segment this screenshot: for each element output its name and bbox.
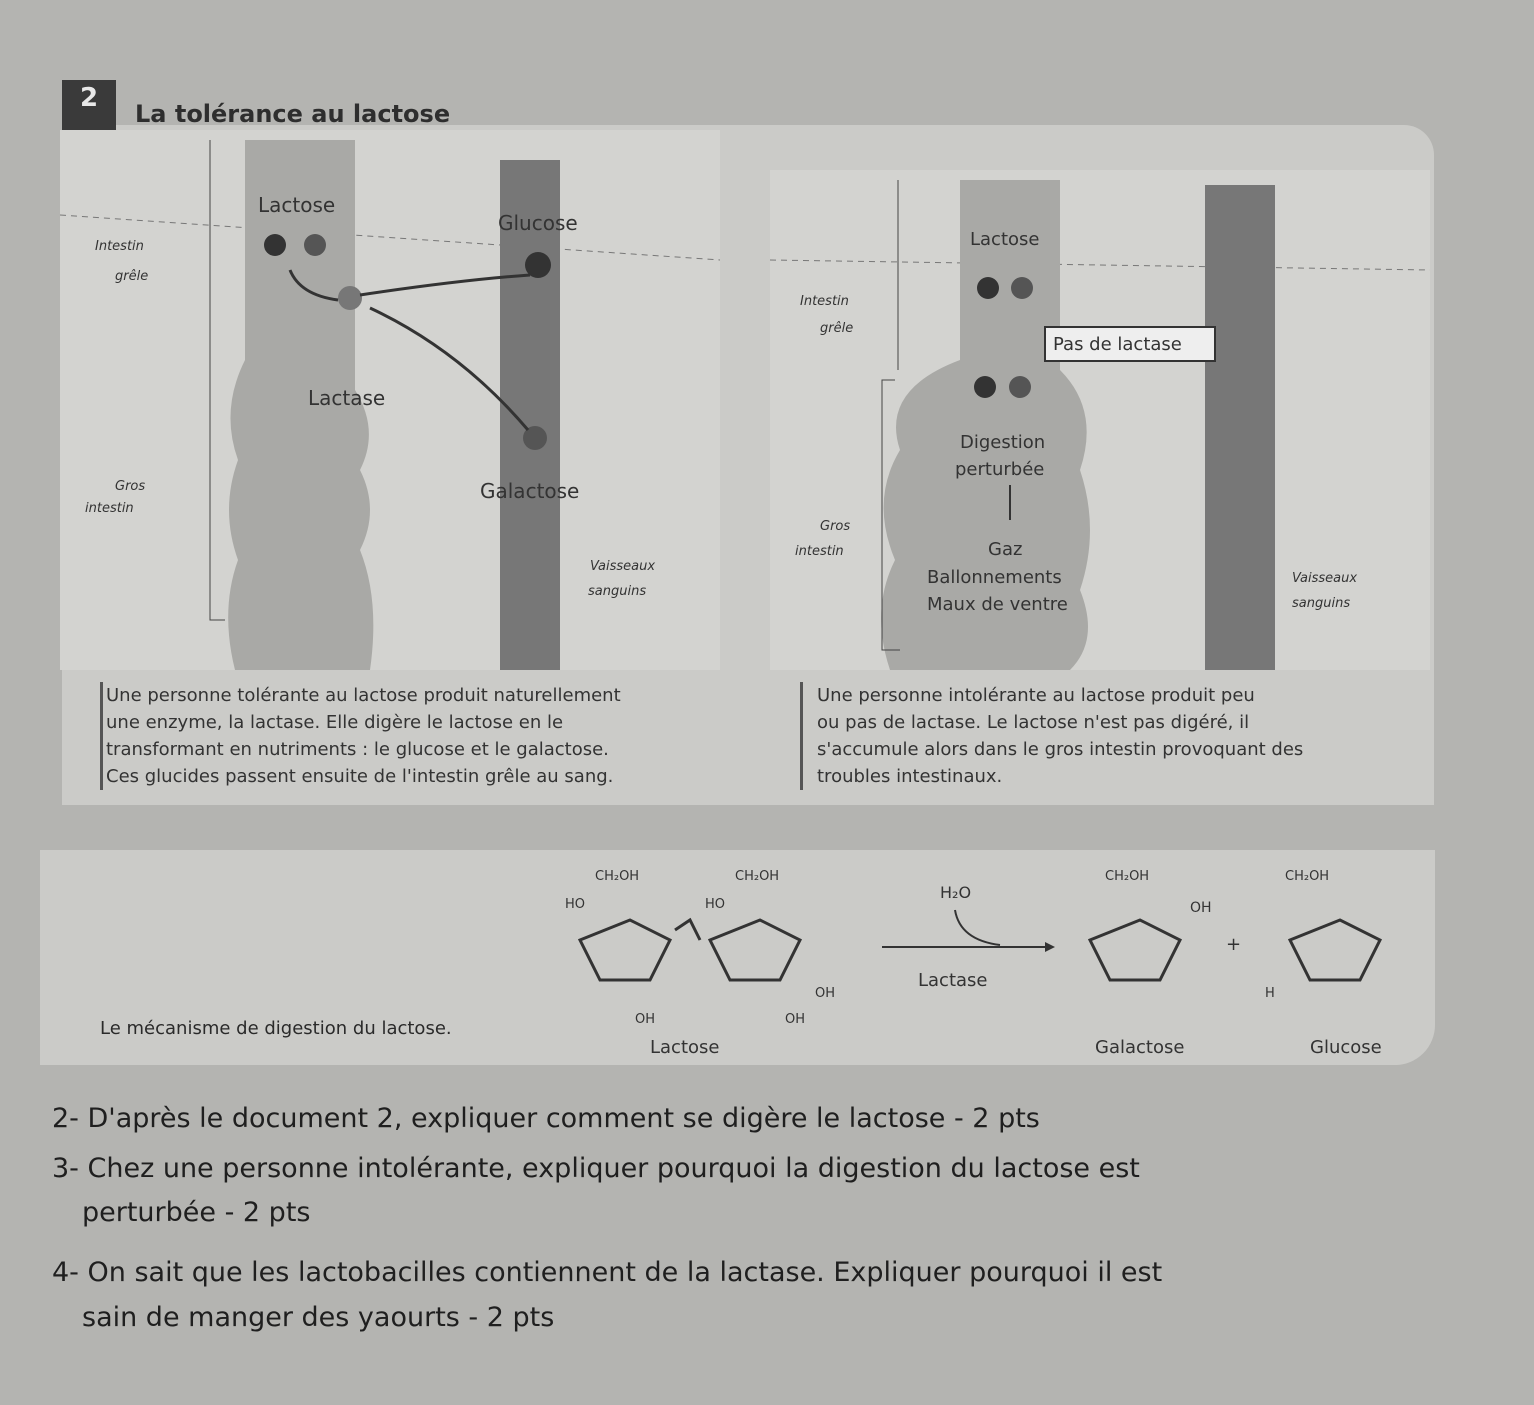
svg-text:Gros: Gros [115, 479, 146, 494]
svg-text:perturbée: perturbée [955, 459, 1045, 480]
molecule-icon [1011, 277, 1033, 299]
svg-text:Vaisseaux: Vaisseaux [590, 559, 656, 574]
section-number: 2 [62, 80, 116, 130]
svg-text:CH₂OH: CH₂OH [1285, 869, 1330, 884]
lactose-structure [580, 920, 800, 980]
svg-text:grêle: grêle [115, 269, 149, 284]
svg-text:Maux de ventre: Maux de ventre [927, 594, 1068, 615]
svg-text:sanguins: sanguins [1292, 596, 1351, 611]
lactase-enzyme-icon [338, 286, 362, 310]
blood-vessel [1205, 185, 1275, 670]
svg-text:HO: HO [565, 897, 586, 912]
tolerant-diagram [60, 130, 730, 670]
tolerant-caption: Une personne tolérante au lactose produit naturellement une enzyme, la lactase. Elle digère le lactose en le transformant en nutriments : le glucose et le galactose. Ces glucides passent ensuite de l'intestin grêle au sang. [100, 682, 621, 790]
svg-text:Gros: Gros [820, 519, 851, 534]
intolerant-diagram [770, 170, 1430, 670]
label-galactose: Galactose [480, 479, 580, 503]
question-4-cont: sain de manger des yaourts - 2 pts [82, 1302, 555, 1333]
svg-text:OH: OH [635, 1012, 656, 1027]
svg-text:Vaisseaux: Vaisseaux [1292, 571, 1358, 586]
molecule-icon [1009, 376, 1031, 398]
svg-text:OH: OH [815, 986, 836, 1001]
svg-text:OH: OH [785, 1012, 806, 1027]
svg-text:sanguins: sanguins [588, 584, 647, 599]
label-lactase: Lactase [308, 386, 386, 410]
question-3: 3- Chez une personne intolérante, expliquer pourquoi la digestion du lactose est [52, 1153, 1140, 1184]
intolerant-caption: Une personne intolérante au lactose produit peu ou pas de lactase. Le lactose n'est pas digéré, il s'accumule alors dans le gros intestin provoquant des troubles intestinaux. [800, 682, 1303, 790]
molecule-icon [977, 277, 999, 299]
svg-text:OH: OH [1190, 900, 1212, 916]
molecule-icon [304, 234, 326, 256]
svg-text:+: + [1226, 934, 1242, 955]
svg-text:Digestion: Digestion [960, 432, 1046, 453]
svg-text:CH₂OH: CH₂OH [595, 869, 640, 884]
label-galactose: Galactose [1095, 1037, 1185, 1058]
blood-vessel [500, 160, 560, 670]
svg-text:HO: HO [705, 897, 726, 912]
svg-text:H: H [1265, 986, 1275, 1001]
label-glucose: Glucose [498, 211, 578, 235]
svg-text:grêle: grêle [820, 321, 854, 336]
label-lactose: Lactose [258, 193, 336, 217]
section-title: La tolérance au lactose [135, 100, 451, 128]
label-lactose: Lactose [650, 1037, 720, 1058]
svg-text:CH₂OH: CH₂OH [1105, 869, 1150, 884]
svg-text:intestin: intestin [795, 544, 844, 559]
question-2: 2- D'après le document 2, expliquer comment se digère le lactose - 2 pts [52, 1103, 1040, 1134]
svg-text:Gaz: Gaz [988, 539, 1023, 560]
svg-text:Ballonnements: Ballonnements [927, 567, 1062, 588]
label-glucose: Glucose [1310, 1037, 1382, 1058]
svg-text:H₂O: H₂O [940, 883, 972, 902]
svg-text:Intestin: Intestin [800, 294, 849, 309]
reaction-scheme [560, 860, 1420, 1060]
question-4: 4- On sait que les lactobacilles contiennent de la lactase. Expliquer pourquoi il est [52, 1257, 1163, 1288]
svg-text:intestin: intestin [85, 501, 134, 516]
question-3-cont: perturbée - 2 pts [82, 1197, 311, 1228]
svg-text:CH₂OH: CH₂OH [735, 869, 780, 884]
molecule-icon [264, 234, 286, 256]
svg-text:Lactose: Lactose [970, 229, 1040, 250]
molecule-icon [974, 376, 996, 398]
svg-text:Lactase: Lactase [918, 970, 988, 991]
mechanism-caption: Le mécanisme de digestion du lactose. [100, 1018, 452, 1039]
svg-text:Intestin: Intestin [95, 239, 144, 254]
svg-text:Pas de lactase: Pas de lactase [1053, 334, 1182, 355]
